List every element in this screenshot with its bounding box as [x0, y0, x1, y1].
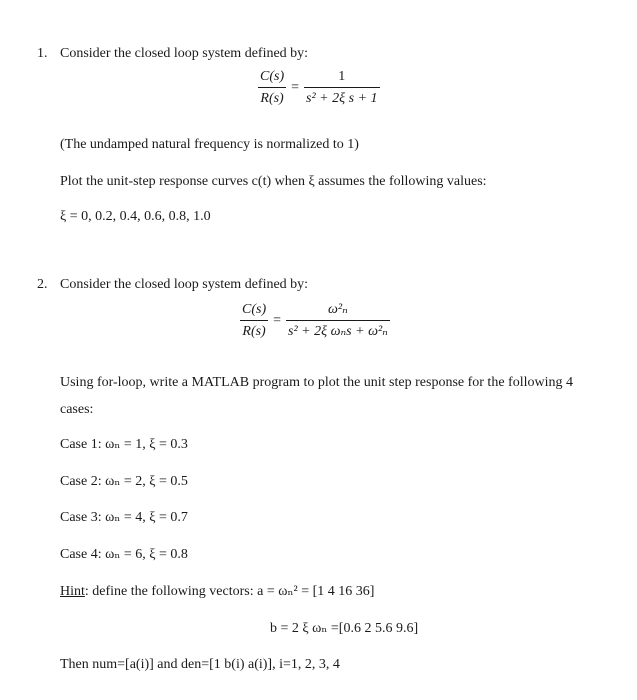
q2-task-line2: cases: — [60, 402, 94, 417]
q1-note: (The undamped natural frequency is normalized to 1) — [60, 137, 359, 152]
q2-case-2: Case 2: ωₙ = 2, ξ = 0.5 — [60, 474, 188, 489]
q2-lhs-denominator: R(s) — [242, 324, 266, 339]
q2-task-line1: Using for-loop, write a MATLAB program to plot the unit step response for the following 4 — [60, 375, 573, 390]
q2-intro: Consider the closed loop system defined by: — [60, 277, 309, 292]
q1-instruction: Plot the unit-step response curves c(t) when ξ assumes the following values: — [60, 174, 487, 189]
q2-number: 2. — [37, 277, 48, 292]
q2-equals-sign: = — [273, 313, 282, 328]
q2-rhs-numerator: ω²ₙ — [328, 302, 348, 317]
q2-hint-label: Hint — [60, 584, 85, 599]
q2-hint-b: b = 2 ξ ωₙ =[0.6 2 5.6 9.6] — [270, 621, 419, 636]
q1-values: ξ = 0, 0.2, 0.4, 0.6, 0.8, 1.0 — [60, 209, 211, 224]
q1-lhs-denominator: R(s) — [260, 91, 284, 106]
q1-lhs-numerator: C(s) — [260, 69, 285, 84]
q1-equation — [258, 70, 380, 106]
q1-number: 1. — [37, 46, 48, 61]
q2-equation — [240, 303, 390, 339]
q1-rhs-numerator: 1 — [338, 69, 346, 84]
q1-rhs-denominator: s² + 2ξ s + 1 — [306, 91, 378, 106]
q2-lhs-numerator: C(s) — [242, 302, 267, 317]
q2-hint-text: : define the following vectors: a = ωₙ² = [1 4 16 36] — [84, 584, 375, 599]
q2-case-4: Case 4: ωₙ = 6, ξ = 0.8 — [60, 547, 188, 562]
q2-then: Then num=[a(i)] and den=[1 b(i) a(i)], i=1, 2, 3, 4 — [60, 657, 340, 672]
q1-intro: Consider the closed loop system defined by: — [60, 46, 309, 61]
q2-rhs-denominator: s² + 2ξ ωₙs + ω²ₙ — [288, 324, 388, 339]
q2-case-1: Case 1: ωₙ = 1, ξ = 0.3 — [60, 437, 188, 452]
q2-hint — [60, 585, 374, 599]
q1-equals-sign: = — [291, 80, 300, 95]
q2-case-3: Case 3: ωₙ = 4, ξ = 0.7 — [60, 510, 188, 525]
